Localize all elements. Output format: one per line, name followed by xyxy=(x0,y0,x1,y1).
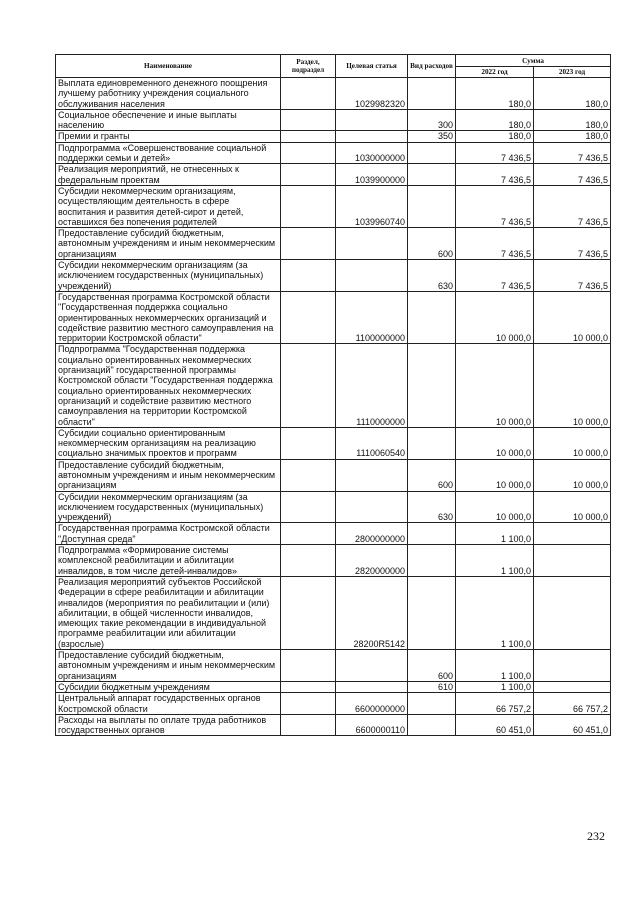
cell-target-article: 1029982320 xyxy=(336,78,408,110)
header-sum: Сумма xyxy=(456,55,611,67)
cell-sum-2022: 66 757,2 xyxy=(456,693,534,715)
cell-sum-2022: 10 000,0 xyxy=(456,459,534,491)
cell-target-article xyxy=(336,650,408,682)
cell-sum-2023: 180,0 xyxy=(534,109,611,131)
cell-target-article: 1100000000 xyxy=(336,291,408,343)
table-row xyxy=(56,109,611,131)
cell-sum-2023 xyxy=(534,545,611,577)
cell-name: Премии и гранты xyxy=(56,131,281,142)
table-row xyxy=(56,260,611,292)
budget-table xyxy=(55,54,611,736)
cell-section xyxy=(281,78,336,110)
cell-target-article: 1030000000 xyxy=(336,142,408,164)
cell-target-article xyxy=(336,491,408,523)
cell-sum-2023: 180,0 xyxy=(534,131,611,142)
cell-section xyxy=(281,142,336,164)
cell-expense-type: 630 xyxy=(408,260,456,292)
cell-name: Социальное обеспечение и иные выплаты населению xyxy=(56,109,281,131)
cell-target-article xyxy=(336,459,408,491)
cell-expense-type: 600 xyxy=(408,459,456,491)
cell-section xyxy=(281,228,336,260)
cell-section xyxy=(281,650,336,682)
cell-sum-2023: 10 000,0 xyxy=(534,491,611,523)
cell-sum-2022: 10 000,0 xyxy=(456,427,534,459)
cell-name: Государственная программа Костромской области "Государственная поддержка социально ориентированных некоммерческих организаций и содействие развитию местного самоуправления на территории Костромской области" xyxy=(56,291,281,343)
cell-expense-type xyxy=(408,291,456,343)
cell-expense-type xyxy=(408,693,456,715)
cell-target-article: 1039960740 xyxy=(336,185,408,227)
cell-section xyxy=(281,260,336,292)
table-row xyxy=(56,491,611,523)
cell-expense-type: 600 xyxy=(408,650,456,682)
cell-name: Реализация мероприятий субъектов Российской Федерации в сфере реабилитации и абилитации инвалидов (мероприятия по реабилитации и (или) абилитации, в общей численности инвалидов, имеющих такие рекомендации в индивидуальной программе реабилитации или абилитации (взрослые) xyxy=(56,576,281,649)
cell-sum-2023: 10 000,0 xyxy=(534,459,611,491)
cell-sum-2023: 10 000,0 xyxy=(534,427,611,459)
cell-section xyxy=(281,185,336,227)
cell-expense-type: 350 xyxy=(408,131,456,142)
cell-name: Субсидии некоммерческим организациям (за исключением государственных (муниципальных) учреждений) xyxy=(56,260,281,292)
cell-target-article xyxy=(336,260,408,292)
cell-name: Расходы на выплаты по оплате труда работников государственных органов xyxy=(56,714,281,736)
cell-expense-type xyxy=(408,78,456,110)
header-section: Раздел, подраздел xyxy=(281,55,336,78)
cell-sum-2022: 1 100,0 xyxy=(456,523,534,545)
table-row xyxy=(56,523,611,545)
table-row xyxy=(56,142,611,164)
cell-section xyxy=(281,344,336,427)
cell-sum-2023: 60 451,0 xyxy=(534,714,611,736)
table-row xyxy=(56,459,611,491)
cell-sum-2022: 180,0 xyxy=(456,131,534,142)
cell-sum-2022: 1 100,0 xyxy=(456,545,534,577)
cell-target-article: 2820000000 xyxy=(336,545,408,577)
cell-name: Государственная программа Костромской области "Доступная среда" xyxy=(56,523,281,545)
cell-sum-2023: 10 000,0 xyxy=(534,291,611,343)
table-row xyxy=(56,185,611,227)
cell-section xyxy=(281,491,336,523)
cell-target-article: 1110000000 xyxy=(336,344,408,427)
cell-name: Субсидии некоммерческим организациям, осуществляющим деятельность в сфере воспитания и развития детей-сирот и детей, оставшихся без попечения родителей xyxy=(56,185,281,227)
cell-expense-type xyxy=(408,576,456,649)
table-row xyxy=(56,228,611,260)
header-year-2023: 2023 год xyxy=(534,67,611,78)
cell-name: Подпрограмма «Формирование системы комплексной реабилитации и абилитации инвалидов, в том числе детей-инвалидов» xyxy=(56,545,281,577)
cell-section xyxy=(281,459,336,491)
table-row xyxy=(56,545,611,577)
cell-expense-type xyxy=(408,523,456,545)
cell-expense-type xyxy=(408,164,456,186)
cell-sum-2022: 180,0 xyxy=(456,109,534,131)
cell-name: Выплата единовременного денежного поощрения лучшему работнику учреждения социального обслуживания населения xyxy=(56,78,281,110)
cell-expense-type: 600 xyxy=(408,228,456,260)
cell-target-article: 6600000000 xyxy=(336,693,408,715)
cell-name: Подпрограмма «Совершенствование социальной поддержки семьи и детей» xyxy=(56,142,281,164)
cell-sum-2022: 7 436,5 xyxy=(456,142,534,164)
cell-target-article: 28200R5142 xyxy=(336,576,408,649)
table-row xyxy=(56,344,611,427)
cell-name: Реализация мероприятий, не отнесенных к федеральным проектам xyxy=(56,164,281,186)
cell-sum-2023 xyxy=(534,650,611,682)
cell-section xyxy=(281,523,336,545)
cell-sum-2023: 7 436,5 xyxy=(534,228,611,260)
cell-sum-2022: 7 436,5 xyxy=(456,164,534,186)
cell-name: Подпрограмма "Государственная поддержка социально ориентированных некоммерческих организаций" государственной программы Костромской области "Государственная поддержка социально ориентированных некоммерческих организаций и содействие развитию местного самоуправления на территории Костромской области" xyxy=(56,344,281,427)
cell-section xyxy=(281,681,336,692)
cell-sum-2023: 10 000,0 xyxy=(534,344,611,427)
cell-target-article: 6600000110 xyxy=(336,714,408,736)
table-row xyxy=(56,714,611,736)
cell-expense-type xyxy=(408,185,456,227)
cell-target-article: 2800000000 xyxy=(336,523,408,545)
cell-section xyxy=(281,131,336,142)
cell-name: Центральный аппарат государственных органов Костромской области xyxy=(56,693,281,715)
table-row xyxy=(56,427,611,459)
table-row xyxy=(56,78,611,110)
cell-section xyxy=(281,427,336,459)
cell-sum-2023: 7 436,5 xyxy=(534,260,611,292)
cell-sum-2022: 10 000,0 xyxy=(456,344,534,427)
cell-expense-type: 630 xyxy=(408,491,456,523)
table-row xyxy=(56,291,611,343)
cell-expense-type xyxy=(408,714,456,736)
cell-sum-2022: 180,0 xyxy=(456,78,534,110)
cell-target-article xyxy=(336,131,408,142)
table-row xyxy=(56,681,611,692)
cell-expense-type xyxy=(408,545,456,577)
cell-target-article xyxy=(336,109,408,131)
cell-sum-2022: 60 451,0 xyxy=(456,714,534,736)
header-type: Вид расходов xyxy=(408,55,456,78)
cell-target-article xyxy=(336,228,408,260)
cell-expense-type xyxy=(408,427,456,459)
cell-sum-2022: 1 100,0 xyxy=(456,681,534,692)
cell-name: Субсидии некоммерческим организациям (за исключением государственных (муниципальных) учреждений) xyxy=(56,491,281,523)
cell-target-article: 1039900000 xyxy=(336,164,408,186)
cell-section xyxy=(281,545,336,577)
header-year-2022: 2022 год xyxy=(456,67,534,78)
cell-expense-type xyxy=(408,142,456,164)
cell-target-article xyxy=(336,681,408,692)
cell-sum-2023: 66 757,2 xyxy=(534,693,611,715)
cell-section xyxy=(281,714,336,736)
page-number: 232 xyxy=(587,829,605,843)
table-row xyxy=(56,693,611,715)
cell-section xyxy=(281,164,336,186)
table-row xyxy=(56,650,611,682)
cell-name: Предоставление субсидий бюджетным, автономным учреждениям и иным некоммерческим организациям xyxy=(56,459,281,491)
cell-section xyxy=(281,291,336,343)
cell-name: Субсидии социально ориентированным некоммерческим организациям на реализацию социально значимых проектов и программ xyxy=(56,427,281,459)
cell-expense-type: 300 xyxy=(408,109,456,131)
cell-target-article: 1110060540 xyxy=(336,427,408,459)
cell-sum-2022: 7 436,5 xyxy=(456,185,534,227)
cell-name: Субсидии бюджетным учреждениям xyxy=(56,681,281,692)
table-row xyxy=(56,131,611,142)
cell-section xyxy=(281,109,336,131)
cell-section xyxy=(281,693,336,715)
cell-name: Предоставление субсидий бюджетным, автономным учреждениям и иным некоммерческим организациям xyxy=(56,650,281,682)
cell-sum-2022: 7 436,5 xyxy=(456,260,534,292)
cell-section xyxy=(281,576,336,649)
cell-sum-2022: 10 000,0 xyxy=(456,491,534,523)
table-row xyxy=(56,164,611,186)
cell-sum-2023: 7 436,5 xyxy=(534,164,611,186)
cell-name: Предоставление субсидий бюджетным, автономным учреждениям и иным некоммерческим организациям xyxy=(56,228,281,260)
table-row xyxy=(56,576,611,649)
cell-expense-type xyxy=(408,344,456,427)
cell-sum-2022: 1 100,0 xyxy=(456,576,534,649)
header-name: Наименование xyxy=(56,55,281,78)
header-target: Целевая статья xyxy=(336,55,408,78)
cell-sum-2023: 7 436,5 xyxy=(534,142,611,164)
cell-sum-2023: 180,0 xyxy=(534,78,611,110)
cell-sum-2023 xyxy=(534,681,611,692)
cell-sum-2023: 7 436,5 xyxy=(534,185,611,227)
cell-sum-2023 xyxy=(534,576,611,649)
cell-sum-2023 xyxy=(534,523,611,545)
cell-sum-2022: 1 100,0 xyxy=(456,650,534,682)
cell-sum-2022: 10 000,0 xyxy=(456,291,534,343)
cell-sum-2022: 7 436,5 xyxy=(456,228,534,260)
cell-expense-type: 610 xyxy=(408,681,456,692)
